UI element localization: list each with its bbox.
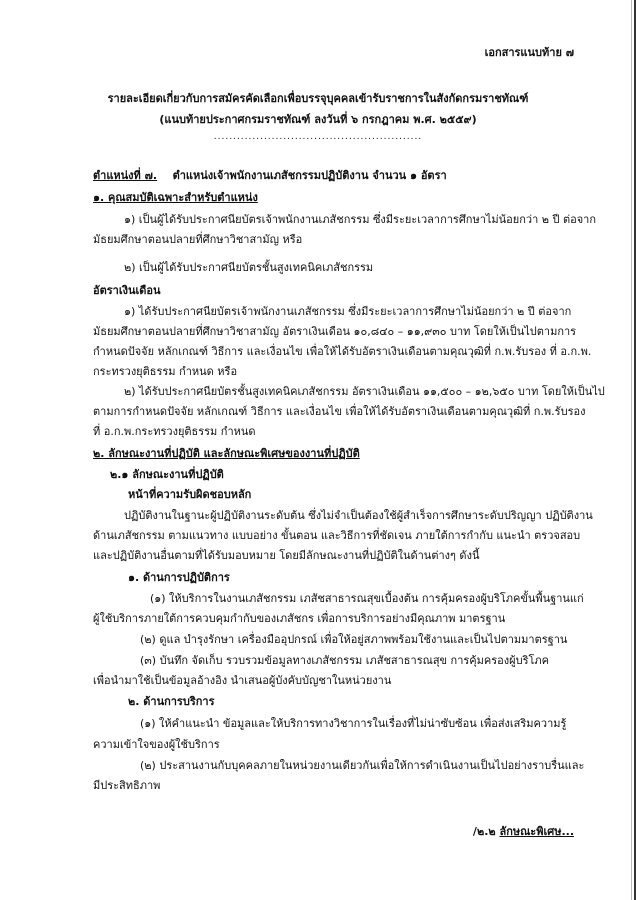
salary-item-2-line-2: ตามการกำหนดปัจจัย หลักเกณฑ์ วิธีการ และเงื่อนไข เพื่อให้ได้รับอัตราเงินเดือนตามคุณวุฒิที่ ก.พ.รับรอง (93, 405, 586, 418)
continuation-label: ลักษณะพิเศษ... (499, 825, 574, 838)
operations-heading: ๑. ด้านการปฏิบัติการ (128, 571, 230, 584)
salary-item-2-line-1: ๒) ได้รับประกาศนียบัตรชั้นสูงเทคนิคเภสัชกรรม อัตราเงินเดือน ๑๑,๕๐๐ – ๑๒,๖๕๐ บาท โดยให้เป็นไป (124, 385, 605, 398)
title-separator: ...................................................... (213, 132, 423, 142)
services-item-2-line-2: มีประสิทธิภาพ (93, 779, 161, 792)
salary-item-2-line-3: ที่ อ.ก.พ.กระทรวงยุติธรรม กำหนด (93, 425, 256, 438)
qualification-item-2: ๒) เป็นผู้ได้รับประกาศนียบัตรชั้นสูงเทคนิคเภสัชกรรม (124, 261, 374, 274)
salary-heading: อัตราเงินเดือน (93, 284, 161, 297)
document-subtitle: (แนบท้ายประกาศกรมราชทัณฑ์ ลงวันที่ ๖ กรกฎาคม พ.ศ. ๒๕๕๙) (159, 113, 477, 126)
salary-item-1-line-4: กระทรวงยุติธรรม กำหนด หรือ (93, 365, 238, 378)
operations-item-3-line-1: (๓) บันทึก จัดเก็บ รวบรวมข้อมูลทางเภสัชกรรม เภสัชสาธารณสุข การคุ้มครองผู้บริโภค (140, 654, 549, 667)
position-row (93, 170, 447, 181)
services-item-1-line-1: (๑) ให้คำแนะนำ ข้อมูลและให้บริการทางวิชาการในเรื่องที่ไม่น่าซับซ้อน เพื่อส่งเสริมความรู้ (140, 717, 567, 730)
salary-item-1-line-2: มัธยมศึกษาตอนปลายที่ศึกษาวิชาสามัญ อัตราเงินเดือน ๑๐,๘๔๐ – ๑๑,๙๓๐ บาท โดยให้เป็นไปตามการ (93, 325, 577, 338)
salary-item-1-line-1: ๑) ได้รับประกาศนียบัตรเจ้าพนักงานเภสัชกรรม ซึ่งมีระยะเวลาการศึกษาไม่น้อยกว่า ๒ ปี ต่อจาก (124, 305, 572, 318)
operations-item-1-line-2: ผู้ใช้บริการภายใต้การควบคุมกำกับของเภสัชกร เพื่อการบริการอย่างมีคุณภาพ มาตรฐาน (93, 612, 506, 625)
attachment-label: เอกสารแนบท้าย ๗ (484, 46, 574, 59)
duties-subheading: ๒.๑ ลักษณะงานที่ปฏิบัติ (110, 468, 224, 481)
qualification-item-1-line-1: ๑) เป็นผู้ได้รับประกาศนียบัตรเจ้าพนักงานเภสัชกรรม ซึ่งมีระยะเวลาการศึกษาไม่น้อยกว่า ๒ ปี ต่อจาก (124, 213, 597, 226)
qualification-item-1-line-2: มัธยมศึกษาตอนปลายที่ศึกษาวิชาสามัญ หรือ (93, 233, 303, 246)
continuation-number: /๒.๒ (472, 825, 500, 838)
operations-item-2: (๒) ดูแล บำรุงรักษา เครื่องมืออุปกรณ์ เพื่อให้อยู่สภาพพร้อมใช้งานและเป็นไปตามมาตรฐาน (140, 633, 568, 646)
duties-intro-line-3: และปฏิบัติงานอื่นตามที่ได้รับมอบหมาย โดยมีลักษณะงานที่ปฏิบัติในด้านต่างๆ ดังนี้ (93, 549, 480, 562)
main-responsibilities-heading: หน้าที่ความรับผิดชอบหลัก (128, 488, 252, 501)
duties-intro-line-2: ด้านเภสัชกรรม ตามแนวทาง แบบอย่าง ขั้นตอน และวิธีการที่ชัดเจน ภายใต้การกำกับ แนะนำ ตรวจสอบ (93, 529, 581, 542)
salary-item-1-line-3: กำหนดปัจจัย หลักเกณฑ์ วิธีการ และเงื่อนไข เพื่อให้ได้รับอัตราเงินเดือนตามคุณวุฒิที่ ก.พ.รับรอง ที่ อ.ก.พ. (93, 345, 592, 358)
position-label: ตำแหน่งที่ ๗. (93, 169, 158, 182)
duties-heading: ๒. ลักษณะงานที่ปฏิบัติ และลักษณะพิเศษของงานที่ปฏิบัติ (93, 447, 360, 460)
duties-intro-line-1: ปฏิบัติงานในฐานะผู้ปฏิบัติงานระดับต้น ซึ่งไม่จำเป็นต้องใช้ผู้สำเร็จการศึกษาระดับปริญญา ปฏิบัติงาน (124, 509, 593, 522)
operations-item-1-line-1: (๑) ให้บริการในงานเภสัชกรรม เภสัชสาธารณสุขเบื้องต้น การคุ้มครองผู้บริโภคขั้นพื้นฐานแก่ (150, 592, 584, 605)
qualification-heading: ๑. คุณสมบัติเฉพาะสำหรับตำแหน่ง (93, 191, 258, 204)
services-item-1-line-2: ความเข้าใจของผู้ใช้บริการ (93, 738, 220, 751)
position-name: ตำแหน่งเจ้าพนักงานเภสัชกรรมปฏิบัติงาน จำนวน ๑ อัตรา (172, 169, 447, 182)
services-heading: ๒. ด้านการบริการ (128, 695, 215, 708)
continuation-note (473, 826, 574, 837)
document-title: รายละเอียดเกี่ยวกับการสมัครคัดเลือกเพื่อบรรจุบุคคลเข้ารับราชการในสังกัดกรมราชทัณฑ์ (107, 92, 529, 105)
services-item-2-line-1: (๒) ประสานงานกับบุคคลภายในหน่วยงานเดียวกันเพื่อให้การดำเนินงานเป็นไปอย่างราบรื่นและ (140, 759, 585, 772)
operations-item-3-line-2: เพื่อนำมาใช้เป็นข้อมูลอ้างอิง นำเสนอผู้บังคับบัญชาในหน่วยงาน (93, 674, 392, 687)
